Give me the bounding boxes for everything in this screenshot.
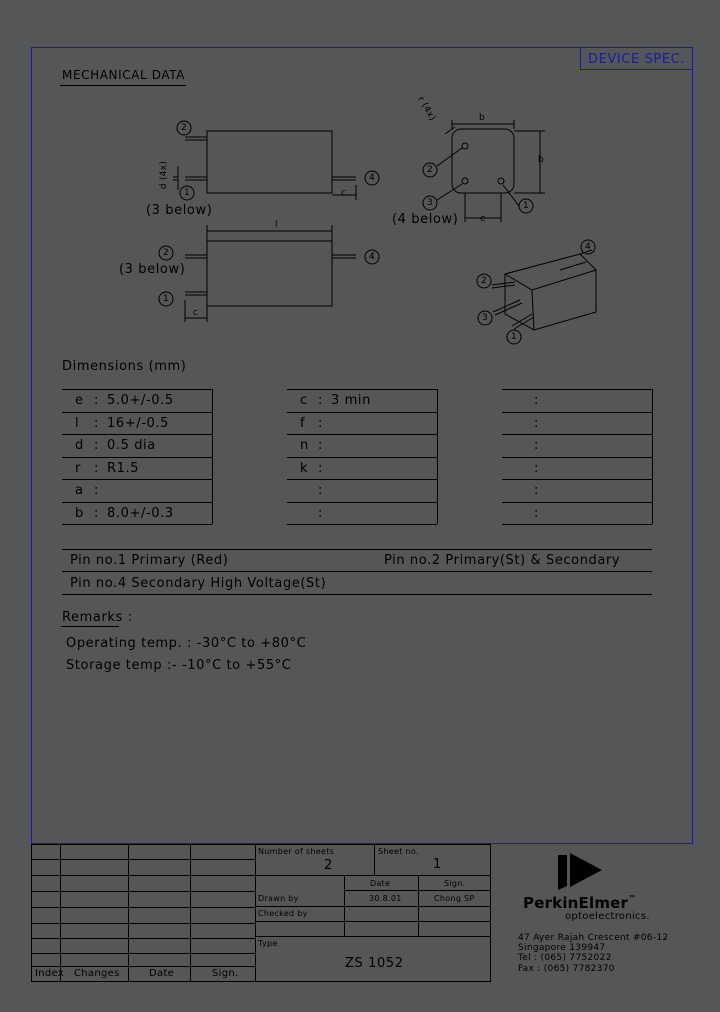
dim-colon: :: [94, 505, 99, 521]
dim-key: c: [300, 393, 308, 408]
address-line-1: 47 Ayer Rajah Crescent #06-12: [518, 933, 669, 943]
dim-c-label: c: [341, 188, 347, 198]
dim-colon: :: [94, 415, 99, 431]
dim-value: 8.0+/-0.3: [107, 505, 174, 521]
pin1-description: Pin no.1 Primary (Red): [70, 553, 229, 568]
pin-label-3: 3: [427, 198, 434, 208]
dim-l-label: l: [275, 220, 278, 230]
pin-label-1: 1: [511, 332, 518, 342]
dim-colon: :: [318, 483, 323, 498]
rev-header-date: Date: [149, 968, 175, 979]
pin-label-1: 1: [163, 294, 170, 304]
dim-colon: :: [534, 438, 539, 453]
pin4-description: Pin no.4 Secondary High Voltage(St): [70, 576, 327, 591]
dim-key: r: [75, 460, 81, 476]
dim-key: f: [300, 415, 306, 431]
dim-b-label: b: [479, 113, 486, 123]
dim-e-label: e: [480, 214, 486, 224]
number-of-sheets-label: Number of sheets: [258, 847, 335, 856]
pin-label-4: 4: [369, 252, 376, 262]
pin-label-2: 2: [181, 123, 188, 133]
dim-value: 16+/-0.5: [107, 415, 169, 431]
checked-by-label: Checked by: [258, 909, 308, 918]
dim-colon: :: [318, 393, 323, 408]
dim-key: b: [75, 505, 84, 521]
company-name: [523, 894, 636, 912]
dim-key: d: [75, 438, 84, 453]
phone: Tel : (065) 7752022: [518, 953, 612, 963]
d4x-label: d (4x): [159, 160, 170, 190]
dim-colon: :: [534, 415, 539, 431]
dim-b-label: b: [538, 155, 545, 165]
dim-colon: :: [318, 460, 323, 476]
sheet-no-label: Sheet no.: [378, 847, 419, 856]
dim-colon: :: [534, 505, 539, 521]
dim-colon: :: [534, 483, 539, 498]
number-of-sheets-value: 2: [324, 858, 333, 873]
dim-colon: :: [94, 438, 99, 453]
dim-colon: :: [94, 393, 99, 408]
remarks-title: Remarks :: [62, 610, 133, 625]
three-below-note: (3 below): [146, 203, 213, 218]
pin-label-3: 3: [482, 313, 489, 323]
company-division: optoelectronics.: [565, 911, 650, 922]
r4x-label: r (4x): [415, 95, 438, 123]
pin-label-2: 2: [427, 165, 434, 175]
dim-colon: :: [534, 460, 539, 476]
pin2-description: Pin no.2 Primary(St) & Secondary: [384, 553, 621, 568]
pin-label-2: 2: [481, 276, 488, 286]
drawn-by-label: Drawn by: [258, 894, 299, 903]
dim-colon: :: [318, 438, 323, 453]
trademark-mark: ™: [628, 894, 637, 903]
dim-value: 5.0+/-0.5: [107, 393, 174, 408]
pin-label-1: 1: [523, 201, 530, 211]
pin-label-4: 4: [585, 242, 592, 252]
three-below-note: (3 below): [119, 262, 186, 277]
address-line-2: Singapore 139947: [518, 943, 606, 953]
mechanical-data-title: MECHANICAL DATA: [62, 68, 186, 82]
dim-value: 0.5 dia: [107, 438, 156, 453]
dim-colon: :: [318, 505, 323, 521]
dim-value: 3 min: [331, 393, 371, 408]
type-label: Type: [258, 939, 278, 948]
pin-label-4: 4: [369, 173, 376, 183]
date-header: Date: [370, 879, 391, 888]
dim-colon: :: [534, 393, 539, 408]
pin-label-2: 2: [163, 248, 170, 258]
rev-header-index: Index: [35, 968, 65, 979]
dim-colon: :: [94, 483, 99, 498]
company-name-text: PerkinElmer: [523, 894, 629, 912]
dim-key: k: [300, 460, 309, 476]
type-value: ZS 1052: [345, 956, 404, 971]
dim-key: a: [75, 483, 84, 498]
drawn-sign: Chong SP: [434, 894, 475, 903]
device-spec-label: DEVICE SPEC.: [588, 52, 686, 67]
dim-key: l: [75, 415, 80, 431]
rev-header-changes: Changes: [74, 968, 120, 979]
dim-key: e: [75, 393, 84, 408]
sign-header: Sign.: [444, 879, 466, 888]
sheet-no-value: 1: [433, 857, 442, 872]
dim-value: R1.5: [107, 460, 140, 476]
four-below-note: (4 below): [392, 212, 459, 227]
storage-temp: Storage temp :- -10°C to +55°C: [66, 658, 292, 673]
dim-key: n: [300, 438, 309, 453]
fax: Fax : (065) 7782370: [518, 964, 615, 974]
operating-temp: Operating temp. : -30°C to +80°C: [66, 636, 307, 651]
dim-colon: :: [318, 415, 323, 431]
rev-header-sign: Sign.: [212, 968, 239, 979]
pin-label-1: 1: [184, 188, 191, 198]
drawn-date: 30.8.01: [369, 894, 402, 903]
dimensions-title: Dimensions (mm): [62, 359, 187, 374]
dim-colon: :: [94, 460, 99, 476]
dim-c-label: c: [193, 308, 199, 318]
